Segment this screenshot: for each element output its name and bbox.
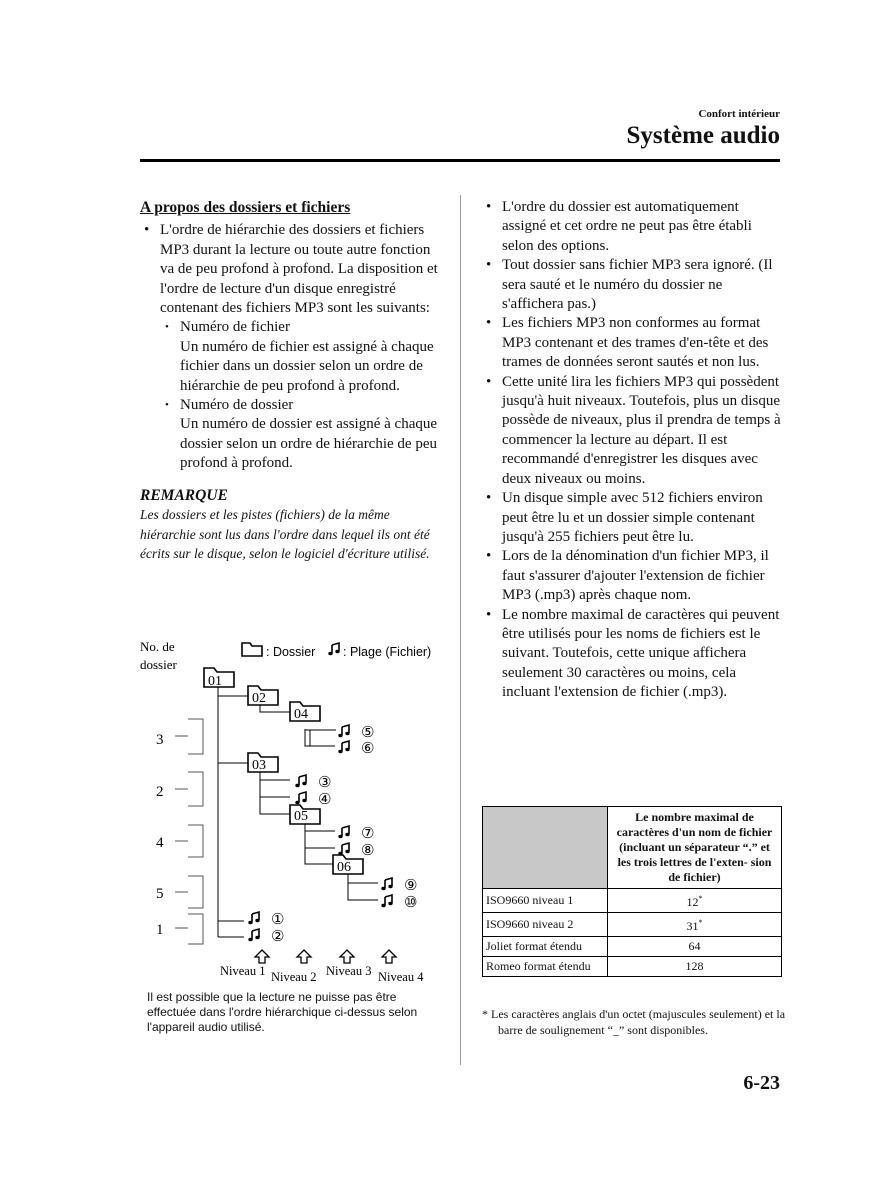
right-column	[482, 198, 782, 703]
music-note-icon	[381, 895, 392, 907]
track-number: ⑤	[361, 723, 375, 741]
level-label: Niveau 3	[326, 964, 372, 978]
sub-list	[160, 318, 442, 473]
table-cell-value	[608, 889, 782, 913]
list-item: • Cette unité lira les fichiers MP3 qui possèdent jusqu'à huit niveaux. Toutefois, plus un disque possède de niveaux, plus il prendra de temps à commencer la lecture au départ. Il est recommandé d'enregistrer les disques avec deux niveaux ou moins.	[482, 373, 782, 489]
bullet-text: L'ordre de hiérarchie des dossiers et fichiers MP3 durant la lecture ou toute autre fonction va de peu profond à profond. La disposition et l'ordre de lecture d'un disque enregistré contenant des fichiers MP3 sont les suivants:	[160, 222, 438, 317]
music-note-icon	[295, 775, 306, 787]
table-cell-format: ISO9660 niveau 1	[483, 889, 608, 913]
sub-item-folder-number	[160, 396, 442, 474]
cell-value: 12	[686, 895, 699, 909]
table-row	[483, 889, 782, 913]
level-label: Niveau 4	[378, 970, 424, 983]
diagram-caption: Il est possible que la lecture ne puisse pas être effectuée dans l'ordre hiérarchique ci-dessus selon l'appareil audio utilisé.	[147, 990, 418, 1034]
bullet-list	[482, 198, 782, 703]
music-note-icon	[295, 792, 306, 804]
section-label: Confort intérieur	[698, 108, 780, 120]
track-number: ③	[318, 773, 332, 791]
hierarchy-svg	[140, 638, 450, 983]
track-number: ①	[271, 910, 285, 928]
folder-number: 1	[156, 922, 164, 938]
music-note-icon	[248, 912, 259, 924]
table-cell-format: Joliet format étendu	[483, 937, 608, 957]
music-note-icon	[248, 929, 259, 941]
bullet-list	[140, 221, 442, 473]
page-title: Système audio	[626, 122, 780, 149]
track-number: ⑩	[404, 893, 418, 911]
table-cell-value	[608, 937, 782, 957]
folder-label: 06	[337, 860, 351, 875]
music-note-icon	[328, 643, 339, 655]
list-item: • Tout dossier sans fichier MP3 sera ignoré. (Il sera sauté et le numéro du dossier ne s'affichera pas.)	[482, 256, 782, 314]
folder-hierarchy-diagram	[140, 638, 450, 983]
music-note-icon	[381, 878, 392, 890]
table-row	[483, 937, 782, 957]
music-note-icon	[338, 843, 349, 855]
table-cell-format: Romeo format étendu	[483, 957, 608, 977]
cell-value: 64	[688, 939, 701, 953]
cell-value: 128	[685, 959, 704, 973]
legend-folder-label: : Dossier	[266, 645, 316, 659]
folder-label: 01	[208, 674, 222, 689]
section-heading: A propos des dossiers et fichiers	[140, 199, 351, 216]
folder-number-heading: dossier	[140, 657, 177, 672]
header-rule	[140, 159, 780, 162]
filename-length-table	[482, 806, 782, 977]
music-note-icon	[338, 826, 349, 838]
list-item	[140, 221, 442, 473]
page-number: 6-23	[743, 1072, 780, 1094]
list-item: • Lors de la dénomination d'un fichier MP3, il faut s'assurer d'ajouter l'extension de fichier MP3 (.mp3) après chaque nom.	[482, 547, 782, 605]
table-corner-cell	[483, 807, 608, 889]
track-number: ⑦	[361, 824, 375, 842]
sub-item-text: Un numéro de dossier est assigné à chaque dossier selon un ordre de hiérarchie de peu profond à profond.	[180, 416, 438, 472]
music-note-icon	[338, 725, 349, 737]
sub-item-title: • Numéro de fichier	[180, 319, 290, 336]
folder-number: 5	[156, 886, 164, 902]
table-cell-format: ISO9660 niveau 2	[483, 913, 608, 937]
list-item: • Un disque simple avec 512 fichiers environ peut être lu et un dossier simple contenant jusqu'à 255 fichiers peut être lu.	[482, 489, 782, 547]
level-arrow-icon	[382, 950, 396, 963]
track-number: ⑨	[404, 876, 418, 894]
legend-track-label: : Plage (Fichier)	[343, 645, 432, 659]
table-header-cell: Le nombre maximal de caractères d'un nom de fichier (incluant un séparateur “.” et les trois lettres de l'exten- sion de fichier)	[608, 807, 782, 889]
column-divider	[460, 195, 461, 1065]
folder-number-heading: No. de	[140, 639, 175, 654]
track-number: ⑥	[361, 739, 375, 757]
cell-value: 31	[686, 919, 699, 933]
music-note-icon	[338, 741, 349, 753]
list-item: • L'ordre du dossier est automatiquement assigné et cet ordre ne peut pas être établi selon des options.	[482, 198, 782, 256]
level-label: Niveau 2	[271, 970, 317, 983]
footnote: * Les caractères anglais d'un octet (majuscules seulement) et la barre de soulignement “_” sont disponibles.	[482, 1007, 786, 1037]
note-heading: REMARQUE	[140, 486, 228, 504]
left-column	[140, 198, 442, 564]
footnote-mark: *	[698, 918, 703, 927]
track-number: ⑧	[361, 841, 375, 859]
table-row	[483, 957, 782, 977]
folder-legend-icon	[242, 643, 262, 656]
folder-label: 03	[252, 758, 266, 773]
sub-item-file-number	[160, 318, 442, 396]
sub-item-text: Un numéro de fichier est assigné à chaque fichier dans un dossier selon un ordre de hiérarchie de peu profond à profond.	[180, 338, 434, 394]
track-number: ②	[271, 927, 285, 945]
level-label: Niveau 1	[220, 964, 266, 978]
note-text: Les dossiers et les pistes (fichiers) de la même hiérarchie sont lus dans l'ordre dans lequel ils ont été écrits sur le disque, selon le logiciel d'écriture utilisé.	[140, 507, 430, 562]
folder-number: 2	[156, 784, 164, 800]
folder-label: 04	[294, 707, 308, 722]
table-cell-value	[608, 913, 782, 937]
table-row	[483, 913, 782, 937]
level-arrow-icon	[255, 950, 269, 963]
list-item: • Les fichiers MP3 non conformes au format MP3 contenant et des trames d'en-tête et des trames de données seront sautés et non lus.	[482, 314, 782, 372]
folder-number: 4	[156, 835, 164, 851]
table-cell-value	[608, 957, 782, 977]
level-arrow-icon	[297, 950, 311, 963]
sub-item-title: • Numéro de dossier	[180, 397, 294, 414]
folder-number: 3	[156, 732, 164, 748]
table-header-row	[483, 807, 782, 889]
folder-label: 05	[294, 809, 308, 824]
folder-label: 02	[252, 691, 266, 706]
list-item: • Le nombre maximal de caractères qui peuvent être utilisés pour les noms de fichiers est le suivant. Toutefois, cette unique affichera seulement 30 caractères ou moins, cela incluant l'extension de fichier (.mp3).	[482, 606, 782, 703]
level-arrow-icon	[340, 950, 354, 963]
track-number: ④	[318, 790, 332, 808]
footnote-mark: *	[698, 894, 703, 903]
